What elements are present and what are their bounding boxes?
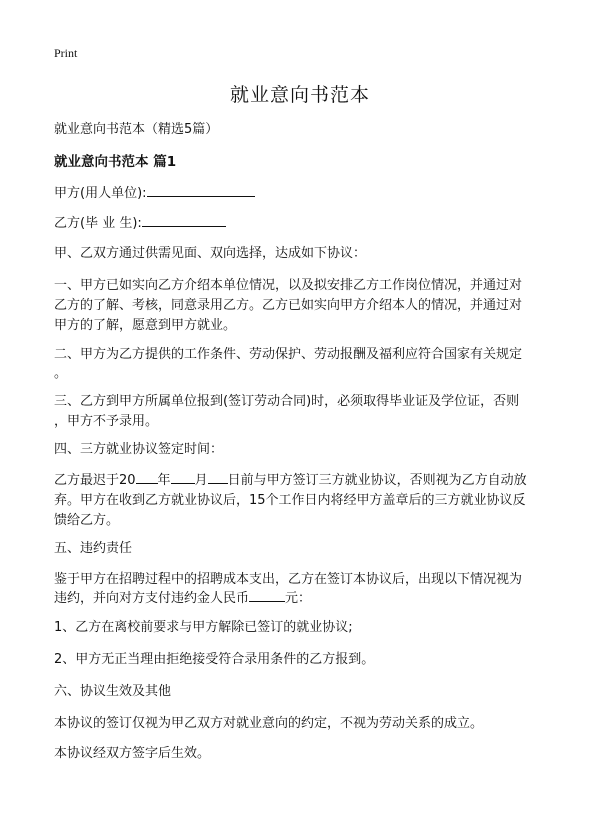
day-blank — [208, 469, 228, 484]
employer-label: 甲方(用人单位): — [54, 186, 147, 201]
clause3-line: ，甲方不予录用。 — [54, 414, 159, 429]
month-blank — [171, 469, 195, 484]
clause4-text: 年 — [157, 473, 171, 488]
clause4-heading: 四、三方就业协议签定时间： — [54, 442, 224, 457]
clause2-line: 。 — [54, 366, 68, 381]
clause5-text: 元： — [285, 591, 312, 606]
clause2-line: 二、甲方为乙方提供的工作条件、劳动保护、劳动报酬及福利应符合国家有关规定 — [54, 347, 523, 362]
employer-field — [54, 182, 554, 206]
clause1-line: 乙方的了解、考核，同意录用乙方。乙方已如实向甲方介绍本人的情况，并通过对 — [54, 298, 523, 313]
clause1-line: 一、甲方已如实向乙方介绍本单位情况，以及拟安排乙方工作岗位情况，并通过对 — [54, 278, 523, 293]
clause6-line: 本协议的签订仅视为甲乙双方对就业意向的约定，不视为劳动关系的成立。 — [54, 716, 484, 731]
clause5-line: 鉴于甲方在招聘过程中的招聘成本支出，乙方在签订本协议后，出现以下情况视为 — [54, 572, 523, 587]
clause1-line: 甲方的了解，愿意到甲方就业。 — [54, 318, 237, 333]
section-heading: 就业意向书范本 篇1 — [54, 154, 177, 170]
clause5-heading: 五、违约责任 — [54, 541, 133, 556]
clause5-item: 1、乙方在离校前要求与甲方解除已签订的就业协议; — [54, 620, 353, 635]
clause5-text: 违约，并向对方支付违约金人民币 — [54, 591, 250, 606]
clause4-text: 日前与甲方签订三方就业协议，否则视为乙方自动放 — [227, 473, 527, 488]
penalty-amount-blank — [249, 587, 285, 602]
graduate-label: 乙方(毕 业 生): — [54, 216, 142, 231]
graduate-field — [54, 212, 554, 236]
clause5-line — [54, 587, 554, 611]
clause4-line: 馈给乙方。 — [54, 513, 120, 528]
clause6-line: 本协议经双方签字后生效。 — [54, 746, 211, 761]
clause6-heading: 六、协议生效及其他 — [54, 684, 172, 699]
intro-paragraph: 甲、乙双方通过供需见面、双向选择，达成如下协议： — [54, 246, 367, 261]
print-link[interactable]: Print — [54, 46, 78, 60]
employer-blank — [147, 182, 255, 197]
clause5-item: 2、甲方无正当理由拒绝接受符合录用条件的乙方报到。 — [54, 652, 375, 667]
document-title: 就业意向书范本 — [229, 84, 370, 106]
graduate-blank — [142, 212, 226, 227]
year-blank — [136, 469, 158, 484]
clause4-text: 乙方最迟于20 — [54, 473, 136, 488]
clause3-line: 三、乙方到甲方所属单位报到(签订劳动合同)时，必须取得毕业证及学位证，否则 — [54, 394, 520, 409]
clause4-text: 月 — [194, 473, 208, 488]
document-subtitle: 就业意向书范本（精选5篇） — [54, 122, 219, 137]
clause4-line: 弃。甲方在收到乙方就业协议后，15个工作日内将经甲方盖章后的三方就业协议反 — [54, 493, 526, 508]
